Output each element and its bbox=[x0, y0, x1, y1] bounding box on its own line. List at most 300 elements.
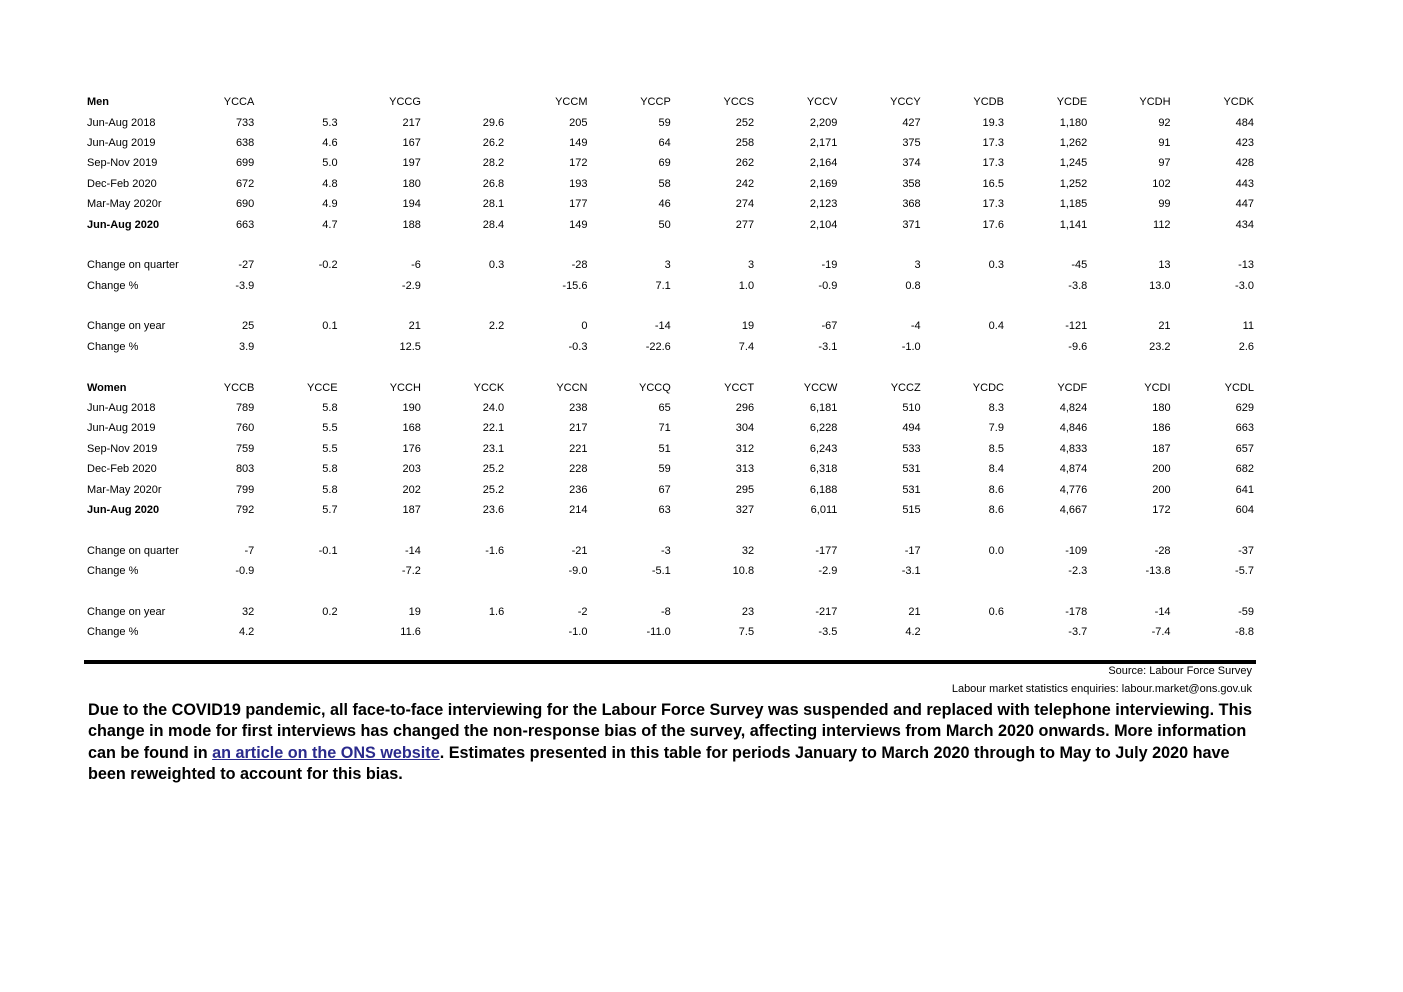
series-id: YCDH bbox=[1139, 96, 1171, 109]
table-cell: 258 bbox=[735, 136, 755, 149]
series-id: YCCA bbox=[223, 96, 255, 109]
table-cell: -0.2 bbox=[318, 259, 338, 272]
table-cell: 8.6 bbox=[988, 504, 1004, 516]
note-text-before-link: Due to the COVID19 pandemic, all face-to-face interviewing for the Labour Force Survey was suspended and replaced with telephone interviewing. This change in mode for first interviews has changed the non-response bias of the survey, affecting interviews from March 2020 onwards. More information can be found in bbox=[88, 701, 1252, 762]
table-cell: 629 bbox=[1235, 402, 1254, 415]
table-cell: -9.0 bbox=[568, 565, 588, 578]
row-label: Change % bbox=[87, 626, 139, 639]
table-cell: 0.3 bbox=[988, 259, 1004, 272]
table-cell: 26.2 bbox=[482, 136, 505, 149]
table-cell: -4 bbox=[910, 320, 921, 333]
series-id: YCCM bbox=[555, 96, 588, 109]
table-row bbox=[84, 194, 1256, 214]
table-cell: 0.1 bbox=[322, 320, 338, 333]
table-cell: -1.6 bbox=[485, 544, 505, 557]
table-row bbox=[84, 622, 1256, 642]
table-cell: 202 bbox=[402, 483, 421, 496]
row-label: Change on quarter bbox=[87, 259, 179, 272]
table-cell: 641 bbox=[1235, 483, 1254, 496]
table-cell: 6,181 bbox=[809, 402, 838, 415]
table-cell: 2.6 bbox=[1238, 340, 1254, 353]
table-cell: 7.4 bbox=[738, 340, 755, 353]
table-cell: 374 bbox=[902, 157, 921, 170]
table-cell: 25.2 bbox=[482, 463, 505, 476]
ons-article-link[interactable]: an article on the ONS website bbox=[212, 743, 440, 762]
table-cell bbox=[256, 337, 339, 357]
row-label: Mar-May 2020r bbox=[87, 198, 162, 211]
table-cell: -0.1 bbox=[318, 544, 338, 557]
row-label: Dec-Feb 2020 bbox=[87, 463, 157, 476]
table-row bbox=[84, 337, 1256, 357]
table-cell: 663 bbox=[1235, 422, 1254, 435]
table-cell: 3 bbox=[914, 259, 921, 272]
table-cell: 32 bbox=[242, 605, 255, 618]
table-cell: 23.6 bbox=[482, 504, 505, 516]
table-row bbox=[84, 174, 1256, 194]
table-row bbox=[84, 153, 1256, 173]
spacer-cell bbox=[84, 235, 1256, 255]
series-id: YCDL bbox=[1224, 381, 1254, 394]
table-cell: 193 bbox=[569, 177, 588, 190]
row-label: Jun-Aug 2019 bbox=[87, 422, 156, 435]
table-cell: 295 bbox=[735, 483, 755, 496]
table-cell: 1,185 bbox=[1059, 198, 1088, 211]
row-label: Dec-Feb 2020 bbox=[87, 177, 157, 190]
table-cell: -177 bbox=[815, 544, 838, 557]
table-cell: 187 bbox=[1152, 442, 1171, 455]
table-cell: 167 bbox=[402, 136, 421, 149]
table-cell: -3.7 bbox=[1068, 626, 1088, 639]
table-cell: 3.9 bbox=[239, 340, 255, 353]
table-cell: 205 bbox=[569, 116, 588, 129]
table-cell: -28 bbox=[1154, 544, 1171, 557]
table-cell: -3.1 bbox=[818, 340, 838, 353]
table-cell: 3 bbox=[664, 259, 671, 272]
table-cell: 172 bbox=[569, 157, 588, 170]
table-cell: 214 bbox=[569, 504, 588, 516]
table-row bbox=[84, 133, 1256, 153]
table-cell: 63 bbox=[658, 504, 671, 516]
table-cell: 5.3 bbox=[322, 116, 338, 129]
table-cell: 760 bbox=[235, 422, 255, 435]
table-cell: 8.3 bbox=[988, 402, 1004, 415]
table-cell: 6,243 bbox=[809, 442, 838, 455]
table-cell: -3.8 bbox=[1068, 279, 1088, 292]
table-cell: 180 bbox=[1152, 402, 1171, 415]
table-cell: 59 bbox=[658, 463, 671, 476]
table-cell: 799 bbox=[235, 483, 255, 496]
table-cell: -14 bbox=[1154, 605, 1171, 618]
table-cell bbox=[923, 337, 1006, 357]
table-cell: 8.4 bbox=[988, 463, 1004, 476]
table-cell: 262 bbox=[735, 157, 755, 170]
table-cell: 2,104 bbox=[809, 218, 838, 231]
table-cell: 638 bbox=[235, 136, 255, 149]
table-cell: 789 bbox=[235, 402, 255, 415]
spacer-cell bbox=[84, 357, 1256, 377]
series-id bbox=[256, 92, 339, 112]
table-cell: 375 bbox=[902, 136, 921, 149]
table-cell: 5.8 bbox=[322, 402, 338, 415]
table-cell: 19 bbox=[408, 605, 421, 618]
series-id: YCDC bbox=[972, 381, 1004, 394]
row-label: Change % bbox=[87, 279, 139, 292]
row-label: Change % bbox=[87, 565, 139, 578]
table-cell: -2.9 bbox=[401, 279, 421, 292]
table-cell: 23 bbox=[741, 605, 755, 618]
enquiries-contact: Labour market statistics enquiries: labour.market@ons.gov.uk bbox=[951, 683, 1252, 695]
table-cell: 699 bbox=[235, 157, 255, 170]
row-label: Jun-Aug 2019 bbox=[87, 136, 156, 149]
table-cell: 102 bbox=[1152, 177, 1171, 190]
table-cell: 5.5 bbox=[322, 422, 338, 435]
table-cell: 17.3 bbox=[982, 157, 1004, 170]
table-cell bbox=[923, 622, 1006, 642]
table-cell: -13 bbox=[1238, 259, 1254, 272]
table-cell: -14 bbox=[404, 544, 421, 557]
table-cell: 510 bbox=[902, 402, 921, 415]
table-cell: 91 bbox=[1158, 136, 1171, 149]
table-cell: -22.6 bbox=[645, 340, 671, 353]
row-label: Change on year bbox=[87, 605, 166, 618]
table-cell: -0.3 bbox=[568, 340, 588, 353]
table-row bbox=[84, 398, 1256, 418]
row-label: Jun-Aug 2020 bbox=[87, 504, 160, 516]
table-row bbox=[84, 112, 1256, 132]
table-cell bbox=[923, 276, 1006, 296]
table-cell: 5.8 bbox=[322, 463, 338, 476]
table-cell: 4.6 bbox=[322, 136, 338, 149]
series-id: YCCT bbox=[724, 381, 755, 394]
table-cell: 242 bbox=[735, 177, 755, 190]
spacer-cell bbox=[84, 581, 1256, 601]
table-cell bbox=[423, 276, 506, 296]
table-cell: 604 bbox=[1235, 504, 1254, 516]
table-cell: 186 bbox=[1152, 422, 1171, 435]
table-cell bbox=[256, 561, 339, 581]
table-cell: 4.8 bbox=[322, 177, 338, 190]
section-header-row bbox=[84, 92, 1256, 112]
table-cell: 0 bbox=[581, 320, 588, 333]
table-cell: 200 bbox=[1152, 483, 1171, 496]
table-cell: 28.4 bbox=[482, 218, 505, 231]
table-cell: 13.0 bbox=[1149, 279, 1171, 292]
table-cell: 358 bbox=[902, 177, 921, 190]
table-cell bbox=[423, 561, 506, 581]
table-cell: 8.6 bbox=[988, 483, 1004, 496]
table-cell: -0.9 bbox=[818, 279, 838, 292]
table-cell: 69 bbox=[658, 157, 671, 170]
table-cell: 190 bbox=[402, 402, 421, 415]
table-cell: 443 bbox=[1235, 177, 1254, 190]
table-row bbox=[84, 316, 1256, 336]
table-cell: 176 bbox=[402, 442, 421, 455]
spacer-row bbox=[84, 520, 1256, 540]
table-cell: 17.3 bbox=[982, 136, 1004, 149]
source-note: Source: Labour Force Survey bbox=[1108, 665, 1252, 677]
spacer-cell bbox=[84, 296, 1256, 316]
spacer-row bbox=[84, 357, 1256, 377]
spacer-row bbox=[84, 235, 1256, 255]
section-title: Men bbox=[87, 96, 109, 109]
table-cell: 0.0 bbox=[988, 544, 1004, 557]
table-cell: 23.1 bbox=[482, 442, 505, 455]
table-cell: 28.1 bbox=[482, 198, 505, 211]
table-cell: -45 bbox=[1071, 259, 1088, 272]
table-cell: 149 bbox=[569, 136, 588, 149]
table-cell: 682 bbox=[1235, 463, 1254, 476]
table-cell: 28.2 bbox=[482, 157, 505, 170]
table-cell bbox=[256, 622, 339, 642]
table-cell bbox=[256, 276, 339, 296]
table-cell: 2,164 bbox=[809, 157, 838, 170]
series-id: YCDI bbox=[1144, 381, 1171, 394]
table-cell: 197 bbox=[402, 157, 421, 170]
series-id: YCCE bbox=[307, 381, 338, 394]
table-cell: 180 bbox=[402, 177, 421, 190]
table-cell: -11.0 bbox=[646, 626, 671, 639]
series-id: YCCV bbox=[806, 96, 838, 109]
table-cell: 3 bbox=[747, 259, 755, 272]
series-id: YCDF bbox=[1057, 381, 1088, 394]
table-cell: 312 bbox=[735, 442, 755, 455]
table-cell: -59 bbox=[1238, 605, 1254, 618]
table-cell: 21 bbox=[1158, 320, 1171, 333]
table-cell: -2 bbox=[577, 605, 588, 618]
table-cell: 494 bbox=[902, 422, 921, 435]
table-cell: 531 bbox=[902, 483, 921, 496]
table-cell: 25 bbox=[242, 320, 255, 333]
table-cell: -5.7 bbox=[1235, 565, 1254, 578]
row-label: Change on year bbox=[87, 320, 166, 333]
table-cell: -27 bbox=[238, 259, 255, 272]
section-header-row bbox=[84, 377, 1256, 397]
table-cell: 2.2 bbox=[488, 320, 505, 333]
table-cell: 168 bbox=[402, 422, 421, 435]
table-cell: 803 bbox=[235, 463, 255, 476]
section-title: Women bbox=[87, 381, 127, 394]
table-cell: 1,245 bbox=[1059, 157, 1088, 170]
row-label: Change % bbox=[87, 340, 139, 353]
table-cell: 8.5 bbox=[988, 442, 1004, 455]
table-row bbox=[84, 439, 1256, 459]
covid-methodology-note bbox=[88, 700, 1256, 786]
table-cell: 4.2 bbox=[905, 626, 921, 639]
series-id: YCCS bbox=[723, 96, 755, 109]
table-cell: 172 bbox=[1152, 504, 1171, 516]
table-cell: 2,169 bbox=[809, 177, 838, 190]
series-id: YCCW bbox=[803, 381, 838, 394]
table-cell: 4,776 bbox=[1059, 483, 1088, 496]
table-row bbox=[84, 479, 1256, 499]
table-cell: 0.3 bbox=[488, 259, 505, 272]
table-cell: 371 bbox=[902, 218, 921, 231]
table-cell: 690 bbox=[235, 198, 255, 211]
table-cell: -2.3 bbox=[1068, 565, 1088, 578]
table-cell: 17.6 bbox=[982, 218, 1004, 231]
table-cell: 23.2 bbox=[1149, 340, 1171, 353]
labour-force-table bbox=[84, 92, 1256, 643]
table-cell: 484 bbox=[1235, 116, 1254, 129]
table-cell: -13.8 bbox=[1145, 565, 1171, 578]
row-label: Jun-Aug 2018 bbox=[87, 402, 156, 415]
series-id: YCDE bbox=[1056, 96, 1088, 109]
table-cell: 92 bbox=[1158, 116, 1171, 129]
table-row bbox=[84, 561, 1256, 581]
spacer-cell bbox=[84, 520, 1256, 540]
table-cell: 99 bbox=[1158, 198, 1171, 211]
table-cell: 21 bbox=[908, 605, 921, 618]
table-cell: 187 bbox=[402, 504, 421, 516]
table-cell: -3.9 bbox=[235, 279, 255, 292]
table-cell: 277 bbox=[735, 218, 755, 231]
table-cell: 238 bbox=[569, 402, 588, 415]
table-cell: 19 bbox=[741, 320, 755, 333]
table-cell: 112 bbox=[1153, 218, 1171, 231]
table-cell: -7.2 bbox=[401, 565, 421, 578]
table-cell: 24.0 bbox=[482, 402, 505, 415]
table-cell: 5.8 bbox=[322, 483, 338, 496]
table-cell: 4,874 bbox=[1059, 463, 1088, 476]
table-cell: 657 bbox=[1235, 442, 1254, 455]
table-cell: 0.4 bbox=[988, 320, 1004, 333]
table-cell: 304 bbox=[735, 422, 755, 435]
table-cell: 97 bbox=[1158, 157, 1171, 170]
table-cell: 12.5 bbox=[399, 340, 421, 353]
table-cell: -109 bbox=[1065, 544, 1088, 557]
table-cell: -121 bbox=[1065, 320, 1088, 333]
table-cell: -3.0 bbox=[1235, 279, 1254, 292]
table-cell: 5.0 bbox=[322, 157, 338, 170]
table-cell: 17.3 bbox=[982, 198, 1004, 211]
table-cell: -1.0 bbox=[568, 626, 588, 639]
table-cell: 19.3 bbox=[982, 116, 1004, 129]
table-row bbox=[84, 418, 1256, 438]
table-cell: 1,141 bbox=[1059, 218, 1088, 231]
table-cell: 217 bbox=[569, 422, 588, 435]
table-cell: -0.9 bbox=[235, 565, 255, 578]
table-cell: 228 bbox=[569, 463, 588, 476]
table-cell: -28 bbox=[571, 259, 588, 272]
table-cell: 6,318 bbox=[809, 463, 838, 476]
series-id: YCCY bbox=[890, 96, 921, 109]
table-cell: 4,667 bbox=[1059, 504, 1088, 516]
table-cell: 58 bbox=[658, 177, 671, 190]
table-bottom-rule bbox=[84, 660, 1256, 664]
table-cell: 11 bbox=[1242, 320, 1254, 333]
table-cell: 313 bbox=[735, 463, 755, 476]
table-row bbox=[84, 459, 1256, 479]
table-cell: 7.9 bbox=[988, 422, 1004, 435]
table-cell: 5.5 bbox=[322, 442, 338, 455]
series-id: YCCG bbox=[389, 96, 421, 109]
note-text-after-link: . Estimates presented in this table for periods January to March 2020 through to May to July 2020 have been reweighted to account for this bias. bbox=[88, 743, 1230, 784]
table-cell: 1,180 bbox=[1059, 116, 1088, 129]
table-cell: 759 bbox=[235, 442, 255, 455]
table-cell: 50 bbox=[658, 218, 671, 231]
table-cell: 194 bbox=[402, 198, 421, 211]
table-cell: 6,228 bbox=[809, 422, 838, 435]
series-id: YCCH bbox=[389, 381, 421, 394]
table-cell: 427 bbox=[902, 116, 921, 129]
table-cell: 1,252 bbox=[1059, 177, 1088, 190]
table-cell: 65 bbox=[658, 402, 671, 415]
table-cell: 663 bbox=[235, 218, 255, 231]
row-label: Change on quarter bbox=[87, 544, 179, 557]
series-id bbox=[423, 92, 506, 112]
table-cell: 26.8 bbox=[482, 177, 505, 190]
table-row bbox=[84, 602, 1256, 622]
table-cell: 0.8 bbox=[905, 279, 921, 292]
table-cell: 2,123 bbox=[809, 198, 838, 211]
table-cell: 236 bbox=[569, 483, 588, 496]
table-cell: 59 bbox=[658, 116, 671, 129]
table-cell: 7.5 bbox=[738, 626, 755, 639]
table-cell: 4.2 bbox=[239, 626, 255, 639]
table-row bbox=[84, 541, 1256, 561]
table-cell: 13 bbox=[1158, 259, 1171, 272]
table-cell: -17 bbox=[904, 544, 921, 557]
table-cell: 203 bbox=[402, 463, 421, 476]
table-cell: -1.0 bbox=[901, 340, 921, 353]
table-cell: 4,846 bbox=[1059, 422, 1088, 435]
row-label: Sep-Nov 2019 bbox=[87, 157, 158, 170]
table-cell: 0.2 bbox=[322, 605, 338, 618]
table-cell: 221 bbox=[569, 442, 588, 455]
row-label: Mar-May 2020r bbox=[87, 483, 162, 496]
table-cell: 252 bbox=[735, 116, 755, 129]
table-cell: -8 bbox=[661, 605, 671, 618]
table-cell: 296 bbox=[735, 402, 755, 415]
table-cell: 25.2 bbox=[482, 483, 505, 496]
table-cell: 177 bbox=[569, 198, 588, 211]
table-cell bbox=[923, 561, 1006, 581]
table-cell: 11.6 bbox=[400, 626, 421, 639]
table-cell: 368 bbox=[902, 198, 921, 211]
table-cell bbox=[423, 622, 506, 642]
series-id: YCCB bbox=[223, 381, 255, 394]
table-cell: 447 bbox=[1235, 198, 1254, 211]
table-cell: 217 bbox=[402, 116, 421, 129]
table-cell: 32 bbox=[741, 544, 755, 557]
table-cell: 672 bbox=[235, 177, 255, 190]
table-cell: 71 bbox=[658, 422, 671, 435]
table-cell: -7 bbox=[244, 544, 255, 557]
series-id: YCDB bbox=[973, 96, 1004, 109]
table-cell: 188 bbox=[402, 218, 421, 231]
table-cell: 515 bbox=[902, 504, 921, 516]
table-cell: 2,209 bbox=[809, 116, 838, 129]
table-row bbox=[84, 214, 1256, 234]
series-id: YCDK bbox=[1223, 96, 1254, 109]
spacer-row bbox=[84, 581, 1256, 601]
table-cell: 533 bbox=[902, 442, 921, 455]
table-cell: -9.6 bbox=[1068, 340, 1088, 353]
series-id: YCCK bbox=[473, 381, 505, 394]
table-cell: 792 bbox=[235, 504, 255, 516]
table-cell: -14 bbox=[654, 320, 671, 333]
table-cell: -5.1 bbox=[651, 565, 671, 578]
table-cell: -3.5 bbox=[818, 626, 838, 639]
table-cell: 327 bbox=[735, 504, 755, 516]
table-cell: -178 bbox=[1065, 605, 1088, 618]
table-cell: 7.1 bbox=[655, 279, 671, 292]
table-cell: 6,188 bbox=[809, 483, 838, 496]
table-cell: 733 bbox=[235, 116, 255, 129]
table-cell: 51 bbox=[658, 442, 671, 455]
table-cell: 531 bbox=[902, 463, 921, 476]
table-cell: -217 bbox=[815, 605, 838, 618]
